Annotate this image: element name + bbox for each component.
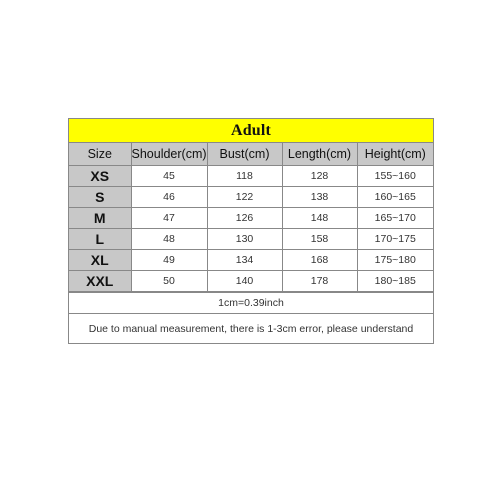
size-label: XL bbox=[69, 250, 131, 271]
size-label: S bbox=[69, 187, 131, 208]
size-label: L bbox=[69, 229, 131, 250]
column-header-shoulder: Shoulder(cm) bbox=[131, 143, 207, 166]
measurement-note bbox=[69, 313, 433, 343]
height-value: 170~175 bbox=[357, 229, 433, 250]
table-row bbox=[69, 250, 433, 271]
size-table bbox=[69, 143, 433, 292]
length-value: 138 bbox=[282, 187, 357, 208]
title-bar bbox=[69, 119, 433, 143]
size-label: M bbox=[69, 208, 131, 229]
table-row bbox=[69, 229, 433, 250]
height-value: 175~180 bbox=[357, 250, 433, 271]
length-value: 148 bbox=[282, 208, 357, 229]
table-row bbox=[69, 271, 433, 292]
height-value: 180~185 bbox=[357, 271, 433, 292]
column-header-size: Size bbox=[69, 143, 131, 166]
size-label: XS bbox=[69, 166, 131, 187]
length-value: 178 bbox=[282, 271, 357, 292]
measurement-note-text: Due to manual measurement, there is 1-3cm error, please understand bbox=[88, 322, 414, 335]
table-row bbox=[69, 208, 433, 229]
header-row bbox=[69, 143, 433, 166]
column-header-height: Height(cm) bbox=[357, 143, 433, 166]
height-value: 155~160 bbox=[357, 166, 433, 187]
shoulder-value: 49 bbox=[131, 250, 207, 271]
unit-conversion bbox=[69, 292, 433, 313]
height-value: 160~165 bbox=[357, 187, 433, 208]
column-header-bust: Bust(cm) bbox=[207, 143, 282, 166]
shoulder-value: 48 bbox=[131, 229, 207, 250]
bust-value: 140 bbox=[207, 271, 282, 292]
shoulder-value: 46 bbox=[131, 187, 207, 208]
column-header-length: Length(cm) bbox=[282, 143, 357, 166]
size-label: XXL bbox=[69, 271, 131, 292]
bust-value: 118 bbox=[207, 166, 282, 187]
length-value: 128 bbox=[282, 166, 357, 187]
unit-conversion-text: 1cm=0.39inch bbox=[218, 297, 284, 309]
bust-value: 126 bbox=[207, 208, 282, 229]
shoulder-value: 45 bbox=[131, 166, 207, 187]
bust-value: 130 bbox=[207, 229, 282, 250]
height-value: 165~170 bbox=[357, 208, 433, 229]
length-value: 168 bbox=[282, 250, 357, 271]
length-value: 158 bbox=[282, 229, 357, 250]
bust-value: 122 bbox=[207, 187, 282, 208]
chart-title: Adult bbox=[230, 121, 272, 139]
shoulder-value: 50 bbox=[131, 271, 207, 292]
shoulder-value: 47 bbox=[131, 208, 207, 229]
bust-value: 134 bbox=[207, 250, 282, 271]
size-chart bbox=[68, 118, 434, 344]
table-row bbox=[69, 166, 433, 187]
table-row bbox=[69, 187, 433, 208]
